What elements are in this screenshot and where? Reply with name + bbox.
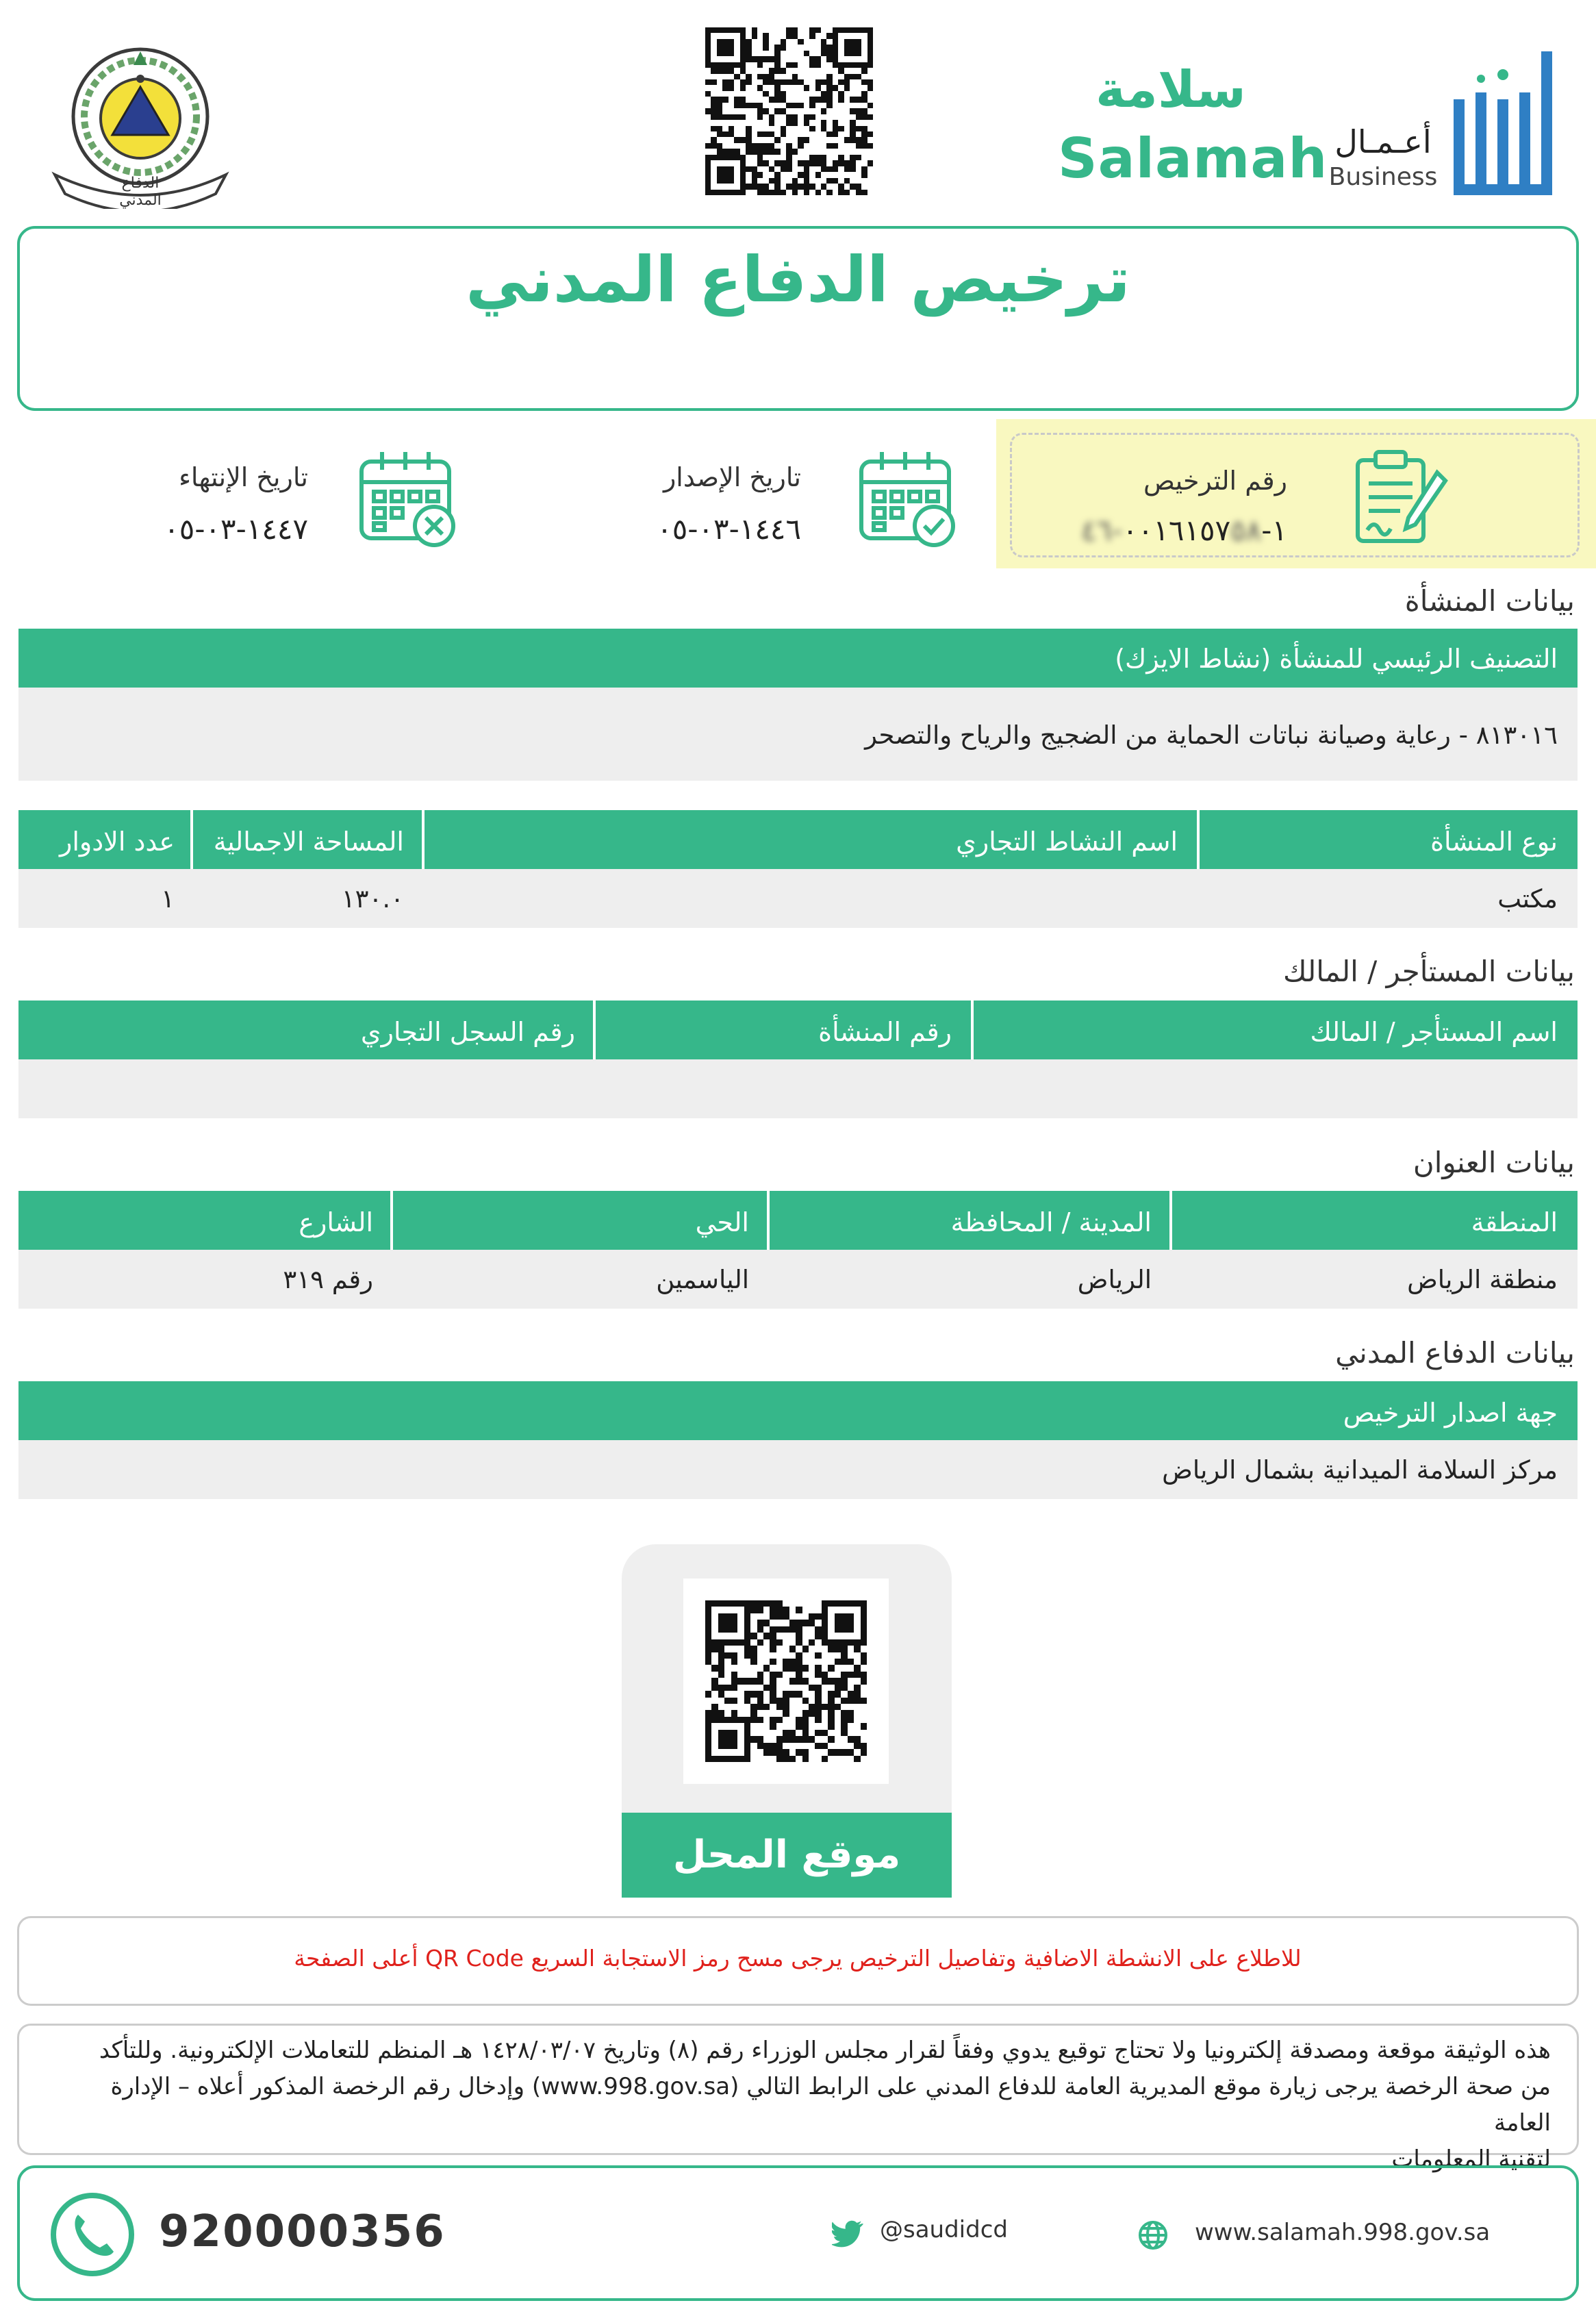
total-area-header: المساحة الاجمالية	[213, 827, 404, 857]
address-header-divider	[767, 1191, 770, 1250]
address-header-divider	[390, 1191, 393, 1250]
district-value: الياسمين	[656, 1265, 749, 1294]
civil-defense-section-title: بيانات الدفاع المدني	[1335, 1336, 1575, 1370]
tenant-table-row	[18, 1059, 1578, 1118]
calendar-check-icon	[856, 446, 959, 549]
legal-line: من صحة الرخصة يرجى زيارة موقع المديرية العامة للدفاع المدني على الرابط التالي (www.998.gov.sa) وإدخال رقم الرخصة المذكور أعلاه – الإدارة العامة	[110, 2073, 1551, 2137]
logo-caption: الدفاع المدني	[119, 175, 162, 209]
facility-type-value: مكتب	[1497, 884, 1558, 914]
legal-note	[55, 2033, 1551, 2178]
issue-date-label: تاريخ الإصدار	[663, 462, 801, 492]
license-number-label: رقم الترخيص	[1143, 466, 1287, 496]
expiry-date-value: ١٤٤٧-٠٣-٠٥	[164, 512, 308, 546]
twitter-handle[interactable]: @saudidcd	[880, 2216, 1008, 2243]
website-link[interactable]: www.salamah.998.gov.sa	[1195, 2219, 1491, 2246]
issuer-header: جهة اصدار الترخيص	[1343, 1398, 1558, 1428]
facility-header-divider	[190, 810, 193, 869]
brand-name-en: Salamah	[1058, 127, 1328, 190]
issue-date-value: ١٤٤٦-٠٣-٠٥	[657, 512, 801, 546]
brand-name-ar: سلامة	[1095, 60, 1246, 119]
tenant-section-title: بيانات المستأجر / المالك	[1283, 955, 1575, 988]
legal-line: لتقنية المعلومات	[1391, 2145, 1551, 2173]
city-value: الرياض	[1077, 1265, 1152, 1294]
expiry-date-label: تاريخ الإنتهاء	[179, 462, 308, 492]
facility-type-header: نوع المنشأة	[1430, 827, 1558, 857]
civil-defense-logo	[48, 38, 233, 209]
district-header: الحي	[695, 1207, 749, 1237]
region-header: المنطقة	[1471, 1207, 1558, 1237]
document-title: ترخيص الدفاع المدني	[466, 243, 1130, 316]
tenant-header-divider	[593, 1001, 596, 1059]
twitter-icon	[832, 2220, 863, 2248]
facility-header-divider	[1197, 810, 1200, 869]
location-button[interactable]: موقع المحل	[622, 1813, 952, 1898]
clipboard-pen-icon	[1352, 445, 1448, 548]
license-number-value	[1054, 514, 1287, 547]
region-value: منطقة الرياض	[1407, 1265, 1558, 1294]
phone-icon	[48, 2190, 137, 2279]
classification-value: ٨١٣٠١٦ - رعاية وصيانة نباتات الحماية من الضجيج والرياح والتصحر	[865, 720, 1558, 750]
floors-count-header: عدد الادوار	[59, 827, 175, 857]
floors-count-value: ١	[161, 884, 175, 914]
qr-note-text: للاطلاع على الانشطة الاضافية وتفاصيل الترخيص يرجى مسح رمز الاستجابة السريع QR Code أعلى الصفحة	[294, 1945, 1302, 1972]
address-header-divider	[1169, 1191, 1172, 1250]
tenant-header-divider	[971, 1001, 974, 1059]
issuer-value: مركز السلامة الميدانية بشمال الرياض	[1162, 1455, 1558, 1485]
total-area-value: ١٣٠.٠	[341, 884, 404, 914]
city-header: المدينة / المحافظة	[950, 1207, 1152, 1237]
tenant-name-header: اسم المستأجر / المالك	[1310, 1017, 1558, 1047]
legal-line: هذه الوثيقة موقعة ومصدقة إلكترونيا ولا تحتاج توقيع يدوي وفقاً لقرار مجلس الوزراء رقم (٨) وتاريخ ١٤٢٨/٠٣/٠٧ هـ المنظم للتعاملات الإلكترونية. وللتأكد	[99, 2037, 1551, 2064]
facility-number-header: رقم المنشأة	[818, 1017, 952, 1047]
phone-number[interactable]: 920000356	[159, 2206, 446, 2257]
calendar-cancel-icon	[356, 446, 459, 549]
commercial-register-header: رقم السجل التجاري	[360, 1017, 575, 1047]
location-qr-code[interactable]	[705, 1600, 867, 1762]
license-number-blurred: ٥٨-٤٦	[1080, 514, 1262, 547]
classification-header: التصنيف الرئيسي للمنشأة (نشاط الايزك)	[1115, 644, 1558, 674]
address-section-title: بيانات العنوان	[1413, 1146, 1575, 1179]
street-header: الشارع	[299, 1207, 373, 1237]
facility-header-divider	[422, 810, 425, 869]
business-label-en: Business	[1328, 163, 1438, 191]
street-value: رقم ٣١٩	[283, 1265, 373, 1294]
business-logo-icon	[1448, 51, 1558, 205]
globe-icon	[1138, 2220, 1168, 2250]
activity-name-header: اسم النشاط التجاري	[956, 827, 1178, 857]
business-label-ar: أعـمـال	[1334, 123, 1432, 160]
facility-section-title: بيانات المنشأة	[1404, 584, 1575, 618]
qr-code-top[interactable]	[705, 27, 873, 195]
license-number-visible: ١-٠٠١٦١٥٧	[1122, 514, 1287, 547]
